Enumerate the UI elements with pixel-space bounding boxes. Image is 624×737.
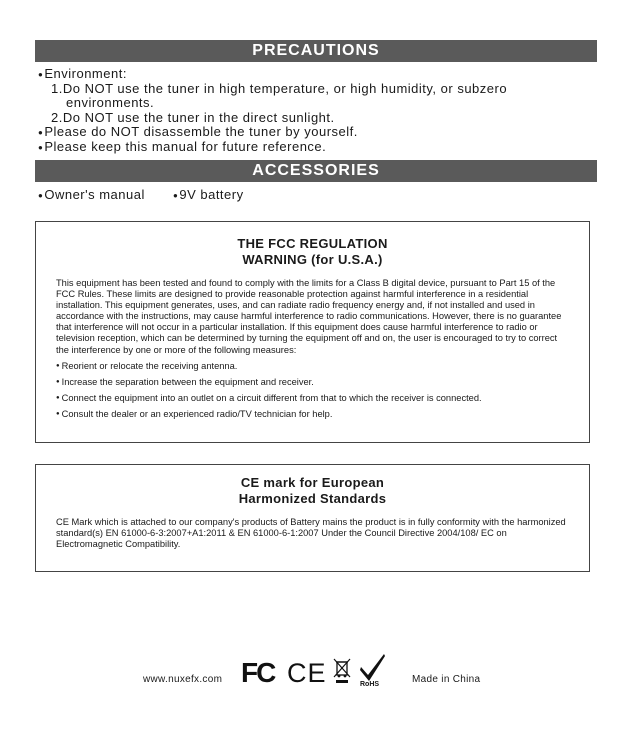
accessory-item: ● Owner's manual — [38, 187, 145, 202]
fcc-logo-text: FC — [241, 658, 275, 686]
fcc-measure-item: ● Consult the dealer or an experienced radio/TV technician for help. — [56, 409, 589, 420]
rohs-text: RoHS — [360, 681, 380, 687]
fcc-measure-item: ● Reorient or relocate the receiving antenna. — [56, 361, 589, 372]
fcc-logo-icon — [241, 658, 281, 691]
ce-paragraph: CE Mark which is attached to our company's products of Battery mains the product is in fully conformity with the harmonized standard(s) EN 61000-6-3:2007+A1:2011 & EN 61000-6-1:2007 Under the Council Directive 2004/108/ EC on Electromagnetic Compatibility. — [56, 517, 566, 550]
fcc-paragraph: This equipment has been tested and found to comply with the limits for a Class B digital device, pursuant to Part 15 of the FCC Rules. These limits are designed to provide reasonable protection against harmful interference in a residential installation. This equipment generates, uses, and can radiate radio frequency energy and, if not installed and used in accordance with the instructions, may cause harmful interference to radio communications. However, there is no guarantee that interference will not occur in a particular installation. If this equipment does cause harmful interference to radio or television reception, which can be determined by turning the equipment off and on, the user is encouraged to try to correct the interference by one or more of the following measures: — [56, 278, 562, 355]
ce-title: CE mark for European — [240, 475, 385, 490]
fcc-measure-item: ● Increase the separation between the equipment and receiver. — [56, 377, 589, 388]
precaution-env-1-cont: environments. — [66, 95, 155, 110]
ce-mark-box — [35, 464, 590, 572]
accessories-header: ACCESSORIES — [35, 160, 597, 182]
precaution-env-1: 1.Do NOT use the tuner in high temperature, or high humidity, or subzero — [51, 81, 508, 96]
precaution-env-2: 2.Do NOT use the tuner in the direct sunlight. — [51, 110, 335, 125]
footer — [0, 651, 624, 691]
weee-bin-icon — [333, 657, 351, 688]
ce-subtitle: Harmonized Standards — [238, 491, 387, 506]
precaution-environment: ● Environment: — [38, 66, 127, 81]
fcc-measure-item: ● Connect the equipment into an outlet on a circuit different from that to which the receiver is connected. — [56, 393, 589, 404]
accessory-item: ● 9V battery — [173, 187, 244, 202]
precautions-header: PRECAUTIONS — [35, 40, 597, 62]
fcc-regulation-box — [35, 221, 590, 443]
made-in-text: Made in China — [412, 674, 481, 685]
precaution-keep-manual: ● Please keep this manual for future reference. — [38, 139, 326, 154]
precaution-disassemble: ● Please do NOT disassemble the tuner by yourself. — [38, 124, 358, 139]
ce-logo-icon — [287, 659, 327, 690]
fcc-title: THE FCC REGULATION — [237, 236, 388, 251]
rohs-check-icon — [359, 653, 387, 692]
fcc-subtitle: WARNING (for U.S.A.) — [242, 252, 383, 267]
ce-logo-text: CE — [287, 659, 327, 685]
website-text: www.nuxefx.com — [143, 674, 223, 685]
